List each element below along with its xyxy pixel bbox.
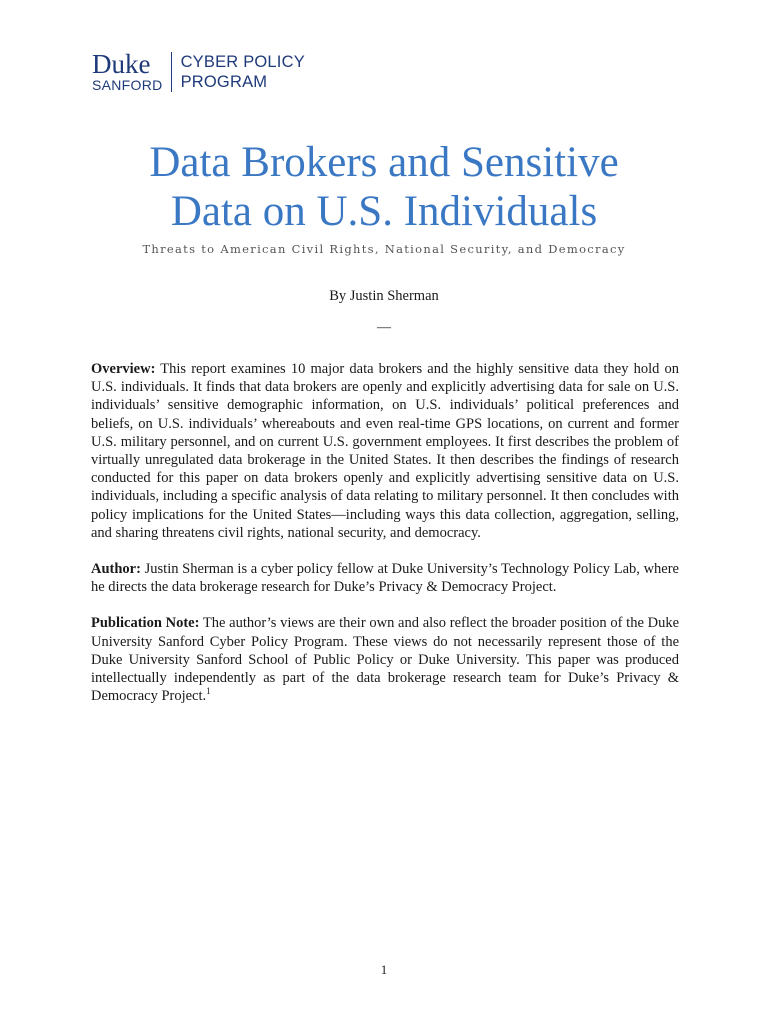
publication-note-text: The author’s views are their own and also reflect the broader position of the Duke University Sanford Cyber Policy Program. These views do not necessarily represent those of the Duke University Sanford School of Public Policy or Duke University. This paper was produced intellectually independently as part of the data brokerage research team for Duke’s Privacy & Democracy Project. (91, 615, 680, 705)
author-label: Author: (91, 561, 141, 578)
page-number: 1 (380, 962, 388, 977)
duke-sanford-logo (92, 50, 305, 94)
author-paragraph (91, 560, 679, 596)
publication-note-label: Publication Note: (91, 615, 200, 632)
logo-duke-text: Duke (92, 48, 151, 79)
overview-text: This report examines 10 major data brokers and the highly sensitive data they hold on U.S. individuals. It finds that data brokers are openly and explicitly advertising data for sale on U.S. individuals’ sensitive demographic information, on U.S. individuals’ political preferences and beliefs, on U.S. individuals’ whereabouts and even real-time GPS locations, on current and former U.S. military personnel, and on current U.S. government employees. It first describes the problem of virtually unregulated data brokerage in the United States. It then describes the findings of research conducted for this paper on data brokers openly and explicitly advertising sensitive data on U.S. individuals, including a specific analysis of data relating to military personnel. It then concludes with policy implications for the United States—including ways this data collection, aggregation, selling, and sharing threatens civil rights, national security, and democracy. (91, 361, 679, 541)
logo-program-line1: CYBER POLICY (180, 53, 305, 71)
author-text: Justin Sherman is a cyber policy fellow at Duke University’s Technology Policy Lab, where he directs the data brokerage research for Duke’s Privacy & Democracy Project. (91, 561, 679, 596)
footnote-reference[interactable]: 1 (206, 686, 211, 697)
title-line-2: Data on U.S. Individuals (170, 188, 598, 235)
document-subtitle: Threats to American Civil Rights, National Security, and Democracy (142, 242, 626, 256)
author-byline: By Justin Sherman (329, 288, 439, 304)
title-line-1: Data Brokers and Sensitive (149, 139, 619, 186)
logo-program-name (172, 50, 305, 94)
section-separator: — (377, 320, 391, 335)
logo-wordmark (92, 50, 171, 94)
overview-paragraph (91, 360, 679, 542)
logo-sanford-text: SANFORD (92, 76, 163, 93)
logo-program-line2: PROGRAM (180, 73, 268, 91)
document-body (91, 360, 679, 723)
overview-label: Overview: (91, 361, 156, 377)
publication-note-paragraph (91, 614, 679, 705)
document-title (0, 138, 768, 236)
